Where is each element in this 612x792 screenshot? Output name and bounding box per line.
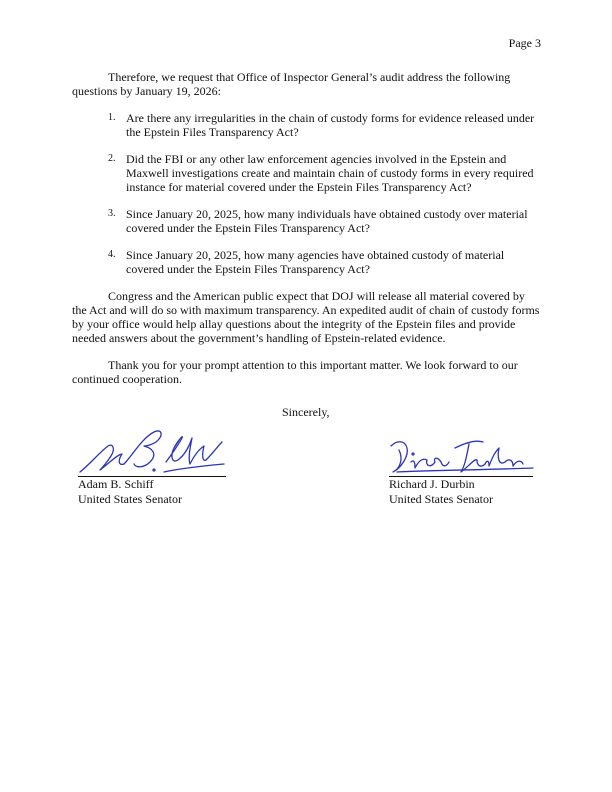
signatory-name: Richard J. Durbin	[389, 477, 475, 491]
thanks-paragraph: Thank you for your prompt attention to this important matter. We look forward to our continued cooperation.	[72, 358, 518, 386]
closing-salutation: Sincerely,	[282, 405, 330, 419]
question-list	[72, 111, 540, 276]
question-number: 1.	[108, 112, 116, 123]
page-number: Page 3	[508, 36, 541, 50]
letter-body	[72, 70, 540, 399]
handwritten-signature-durbin-icon	[389, 424, 535, 476]
signatory-title: United States Senator	[78, 492, 182, 506]
list-item	[72, 207, 540, 235]
signature-block-schiff	[78, 424, 228, 507]
intro-paragraph: Therefore, we request that Office of Inspector General’s audit address the following questions by January 19, 2026:	[72, 70, 511, 98]
question-number: 4.	[108, 249, 116, 260]
question-number: 2.	[108, 153, 116, 164]
list-item	[72, 248, 540, 276]
transparency-paragraph: Congress and the American public expect that DOJ will release all material covered by the Act and will do so with maximum transparency. An expedited audit of chain of custody forms by your office would help allay questions about the integrity of the Epstein files and provide needed answers about the government’s handling of Epstein-related evidence.	[72, 289, 540, 345]
signatory-title: United States Senator	[389, 492, 493, 506]
question-text: Did the FBI or any other law enforcement agencies involved in the Epstein and Maxwell investigations create and maintain chain of custody forms in every required instance for material covered under the Epstein Files Transparency Act?	[126, 152, 534, 194]
list-item	[72, 152, 540, 194]
question-text: Are there any irregularities in the chain of custody forms for evidence released under the Epstein Files Transparency Act?	[126, 111, 535, 139]
signatory-name: Adam B. Schiff	[78, 477, 154, 491]
question-text: Since January 20, 2025, how many individuals have obtained custody over material covered under the Epstein Files Transparency Act?	[126, 207, 528, 235]
signature-block-durbin	[389, 424, 535, 507]
list-item	[72, 111, 540, 139]
question-number: 3.	[108, 208, 116, 219]
question-text: Since January 20, 2025, how many agencies have obtained custody of material covered under the Epstein Files Transparency Act?	[126, 248, 505, 276]
handwritten-signature-schiff-icon	[78, 424, 228, 476]
